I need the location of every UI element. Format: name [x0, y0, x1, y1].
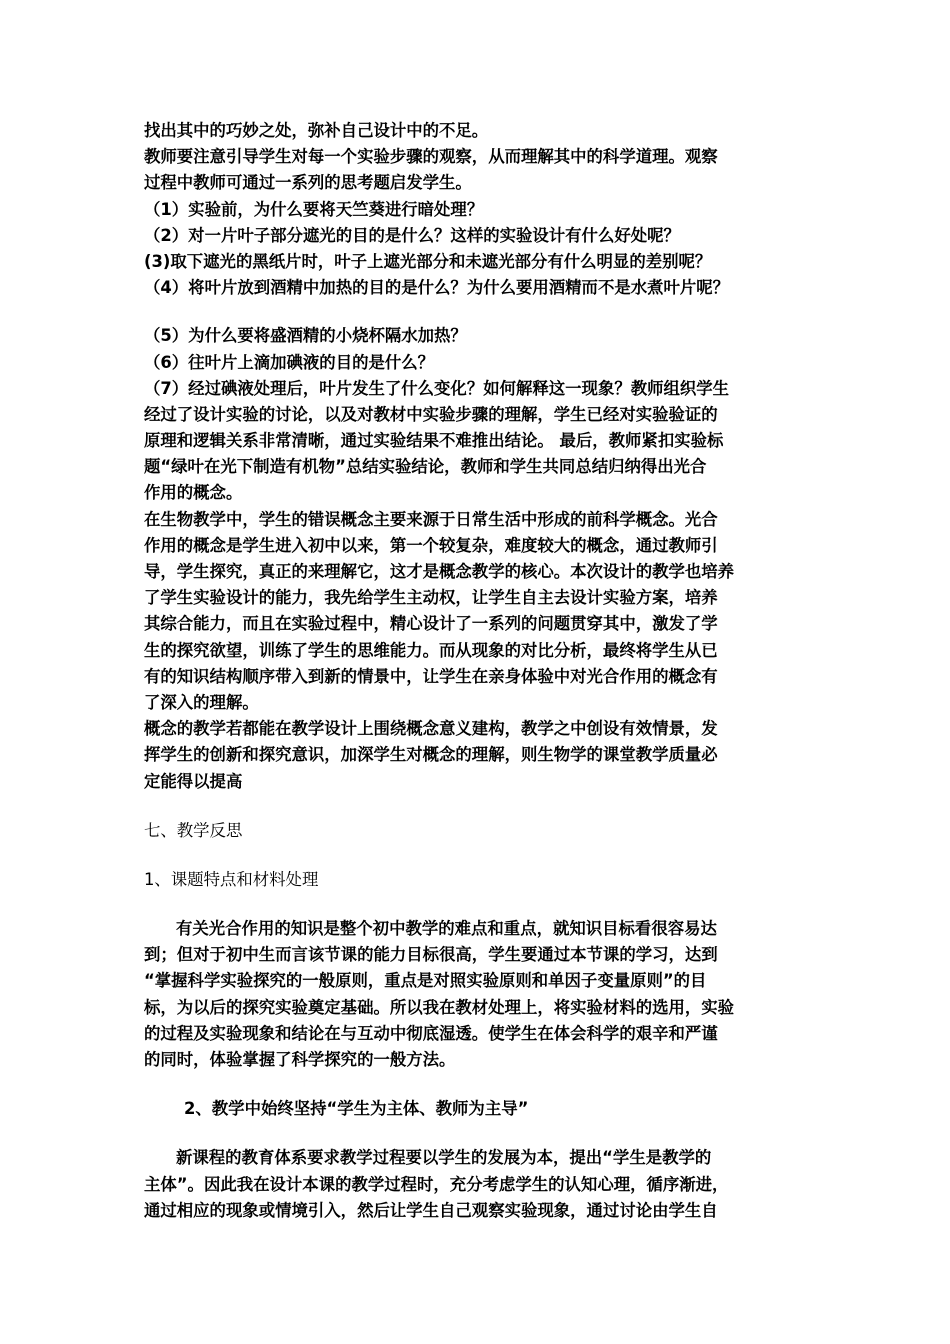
- paragraph-line: 新课程的教育体系要求教学过程要以学生的发展为本，提出“学生是教学的: [176, 1148, 712, 1168]
- blank-line: [144, 893, 826, 916]
- paragraph-line: 的过程及实验现象和结论在与互动中彻底湿透。使学生在体会科学的艰辛和严谨: [144, 1023, 718, 1043]
- text-line: 作用的概念。: [144, 483, 243, 503]
- text-line: 生的探究欲望，训练了学生的思维能力。而从现象的对比分析，最终将学生从已: [144, 640, 718, 660]
- section-heading-reflection: 七、教学反思: [144, 820, 243, 840]
- text-line: 挥学生的创新和探究意识，加深学生对概念的理解，则生物学的课堂教学质量必: [144, 745, 718, 765]
- question-1: （1）实验前，为什么要将天竺葵进行暗处理？: [144, 199, 484, 219]
- text-line: 教师要注意引导学生对每一个实验步骤的观察，从而理解其中的科学道理。观察: [144, 147, 718, 167]
- text-line: 题“绿叶在光下制造有机物”总结实验结论，教师和学生共同总结归纳得出光合: [144, 457, 707, 477]
- text-line: 在生物教学中，学生的错误概念主要来源于日常生活中形成的前科学概念。光合: [144, 509, 718, 529]
- paragraph-line: 到；但对于初中生而言该节课的能力目标很高，学生要通过本节课的学习，达到: [144, 945, 718, 965]
- paragraph-line: 有关光合作用的知识是整个初中教学的难点和重点，就知识目标看很容易达: [176, 919, 717, 939]
- text-line: 作用的概念是学生进入初中以来，第一个较复杂，难度较大的概念，通过教师引: [144, 535, 718, 555]
- text-line: 导，学生探究，真正的来理解它，这才是概念教学的核心。本次设计的教学也培养: [144, 562, 735, 581]
- text-line: 经过了设计实验的讨论，以及对教材中实验步骤的理解，学生已经对实验验证的: [144, 404, 718, 424]
- question-5: （5）为什么要将盛酒精的小烧杯隔水加热？: [144, 326, 467, 346]
- blank-line: [144, 1073, 826, 1096]
- question-6: （6）往叶片上滴加碘液的目的是什么？: [144, 352, 435, 372]
- question-7: （7）经过碘液处理后，叶片发生了什么变化？如何解释这一现象？教师组织学生: [144, 378, 730, 398]
- subheading-2: 2、教学中始终坚持“学生为主体、教师为主导”: [184, 1099, 529, 1119]
- question-2: （2）对一片叶子部分遮光的目的是什么？这样的实验设计有什么好处呢？: [144, 225, 680, 245]
- text-line: 概念的教学若都能在教学设计上围绕概念意义建构，教学之中创设有效情景，发: [144, 719, 718, 739]
- text-line: 其综合能力，而且在实验过程中，精心设计了一系列的问题贯穿其中，激发了学: [144, 614, 718, 634]
- blank-line: [144, 795, 826, 818]
- paragraph-line: 的同时，体验掌握了科学探究的一般方法。: [144, 1050, 456, 1069]
- text-line: 了学生实验设计的能力，我先给学生主动权，让学生自主去设计实验方案，培养: [144, 588, 718, 608]
- text-line: 过程中教师可通过一系列的思考题启发学生。: [144, 173, 472, 193]
- paragraph-line: “掌握科学实验探究的一般原则，重点是对照实验原则和单因子变量原则”的目: [144, 971, 707, 991]
- paragraph-line: 主体”。因此我在设计本课的教学过程时，充分考虑学生的认知心理，循序渐进，: [144, 1174, 729, 1194]
- text-line: 找出其中的巧妙之处，弥补自己设计中的不足。: [144, 121, 489, 140]
- question-4: （4）将叶片放到酒精中加热的目的是什么？为什么要用酒精而不是水煮叶片呢？: [144, 278, 730, 298]
- text-line: 原理和逻辑关系非常清晰，通过实验结果不难推出结论。 最后，教师紧扣实验标: [144, 431, 724, 451]
- document-body: [144, 118, 826, 1224]
- blank-line: [144, 1122, 826, 1145]
- text-line: 了深入的理解。: [144, 692, 259, 712]
- blank-line: [144, 301, 826, 323]
- subheading-1: 1、课题特点和材料处理: [144, 869, 319, 889]
- text-line: 有的知识结构顺序带入到新的情景中，让学生在亲身体验中对光合作用的概念有: [144, 666, 718, 686]
- paragraph-line: 标，为以后的探究实验奠定基础。所以我在教材处理上，将实验材料的选用，实验: [144, 997, 735, 1017]
- blank-line: [144, 844, 826, 867]
- question-3: (3)取下遮光的黑纸片时，叶子上遮光部分和未遮光部分有什么明显的差别呢？: [144, 251, 712, 271]
- text-line: 定能得以提高: [144, 771, 243, 791]
- paragraph-line: 通过相应的现象或情境引入，然后让学生自己观察实验现象，通过讨论由学生自: [144, 1200, 718, 1220]
